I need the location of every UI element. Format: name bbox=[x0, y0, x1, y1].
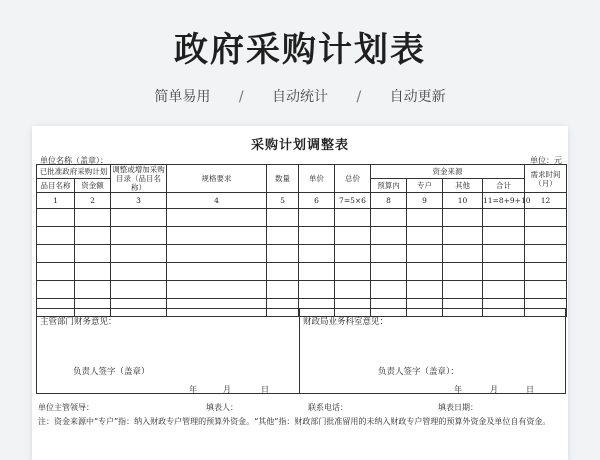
footer-phone: 联系电话： bbox=[308, 403, 348, 412]
unit-money-label: 单位：元 bbox=[530, 156, 562, 165]
table-cell bbox=[371, 209, 407, 227]
table-row bbox=[37, 227, 567, 245]
footer-leader: 单位主管领导： bbox=[38, 403, 94, 412]
column-number-row bbox=[37, 193, 567, 209]
separator: / bbox=[238, 89, 244, 105]
document-title: 采购计划调整表 bbox=[250, 138, 349, 153]
feature-auto-stats: 自动统计 bbox=[272, 89, 328, 105]
table-cell bbox=[75, 209, 111, 227]
table-cell bbox=[267, 281, 299, 299]
separator: / bbox=[356, 89, 362, 105]
table-cell bbox=[335, 209, 371, 227]
table-cell bbox=[525, 227, 567, 245]
header-demand-time: 需求时间（月） bbox=[525, 165, 567, 193]
adjustment-table bbox=[36, 164, 567, 317]
table-cell bbox=[267, 227, 299, 245]
page-title: 政府采购计划表 bbox=[174, 30, 426, 70]
table-cell bbox=[371, 281, 407, 299]
table-cell bbox=[299, 209, 335, 227]
table-cell bbox=[371, 245, 407, 263]
feature-tagline bbox=[0, 86, 600, 106]
header-adjust-item: 调整或增加采购目录（品目名称） bbox=[112, 165, 165, 192]
column-number: 1 bbox=[37, 193, 75, 209]
table-cell bbox=[111, 227, 167, 245]
header-funding-source: 资金来源 bbox=[371, 165, 525, 179]
column-number: 3 bbox=[111, 193, 167, 209]
table-cell bbox=[37, 209, 75, 227]
table-cell bbox=[75, 281, 111, 299]
table-cell bbox=[407, 263, 443, 281]
table-row bbox=[37, 263, 567, 281]
table-cell bbox=[299, 245, 335, 263]
table-cell bbox=[443, 227, 483, 245]
date-month: 月 bbox=[223, 385, 231, 394]
table-cell bbox=[407, 281, 443, 299]
table-row bbox=[37, 281, 567, 299]
table-cell bbox=[443, 263, 483, 281]
table-cell bbox=[525, 209, 567, 227]
table-cell bbox=[167, 263, 267, 281]
table-cell bbox=[111, 263, 167, 281]
table-cell bbox=[167, 209, 267, 227]
header-total-price: 总价 bbox=[335, 165, 371, 193]
column-number: 5 bbox=[267, 193, 299, 209]
table-cell bbox=[37, 263, 75, 281]
table-cell bbox=[483, 281, 525, 299]
table-cell bbox=[111, 209, 167, 227]
column-number: 8 bbox=[371, 193, 407, 209]
table-cell bbox=[37, 227, 75, 245]
table-cell bbox=[37, 245, 75, 263]
table-row bbox=[37, 209, 567, 227]
table-cell bbox=[299, 263, 335, 281]
table-cell bbox=[167, 281, 267, 299]
table-cell bbox=[371, 227, 407, 245]
table-cell bbox=[335, 227, 371, 245]
table-cell bbox=[111, 245, 167, 263]
table-cell bbox=[443, 209, 483, 227]
column-number: 12 bbox=[525, 193, 567, 209]
table-cell bbox=[407, 245, 443, 263]
table-cell bbox=[371, 263, 407, 281]
date-day: 日 bbox=[261, 385, 269, 394]
table-cell bbox=[483, 263, 525, 281]
header-approved: 已批准政府采购计划 bbox=[37, 165, 111, 179]
footnote: 注：资金来源中“专户”指：纳入财政专户管理的预算外资金。“其他”指：财政部门批准留用的未纳入财政专户管理的预算外资金及单位自有资金。 bbox=[38, 417, 551, 426]
table-cell bbox=[267, 263, 299, 281]
table-cell bbox=[407, 209, 443, 227]
opinion-box-finance-bureau bbox=[299, 308, 566, 394]
column-number: 2 bbox=[75, 193, 111, 209]
header-amount: 资金额 bbox=[75, 179, 111, 193]
table-cell bbox=[167, 245, 267, 263]
table-cell bbox=[483, 209, 525, 227]
signature-label: 负责人签字（盖章）： bbox=[378, 367, 459, 377]
table-cell bbox=[483, 227, 525, 245]
table-cell bbox=[299, 227, 335, 245]
table-cell bbox=[267, 245, 299, 263]
header-quantity: 数量 bbox=[267, 165, 299, 193]
column-number: 7=5×6 bbox=[335, 193, 371, 209]
header-specs: 规格要求 bbox=[167, 165, 267, 193]
signature-label: 负责人签字（盖章） bbox=[73, 367, 150, 377]
column-number: 6 bbox=[299, 193, 335, 209]
table-cell bbox=[167, 227, 267, 245]
date-day: 日 bbox=[526, 385, 534, 394]
header-sum: 合计 bbox=[483, 179, 525, 193]
unit-name-label: 单位名称（盖章）： bbox=[40, 156, 108, 165]
header-special: 专户 bbox=[407, 179, 443, 193]
table-cell bbox=[111, 281, 167, 299]
feature-auto-update: 自动更新 bbox=[389, 89, 446, 105]
table-cell bbox=[75, 245, 111, 263]
table-cell bbox=[525, 281, 567, 299]
table-cell bbox=[525, 245, 567, 263]
date-year: 年 bbox=[189, 385, 197, 394]
table-cell bbox=[299, 281, 335, 299]
table-cell bbox=[443, 281, 483, 299]
table-cell bbox=[407, 227, 443, 245]
date-month: 月 bbox=[490, 385, 498, 394]
header-item-name: 品目名称 bbox=[37, 179, 75, 193]
table-cell bbox=[483, 245, 525, 263]
opinion-box-department bbox=[36, 308, 300, 394]
table-cell bbox=[335, 281, 371, 299]
table-cell bbox=[267, 209, 299, 227]
footer-date: 填表日期： bbox=[438, 403, 478, 412]
table-cell bbox=[75, 227, 111, 245]
header-budget-in: 预算内 bbox=[371, 179, 407, 193]
document-sheet bbox=[32, 126, 568, 460]
column-number: 4 bbox=[167, 193, 267, 209]
feature-easy: 简单易用 bbox=[154, 89, 211, 105]
table-cell bbox=[37, 281, 75, 299]
opinion-label: 财政局业务科室意见： bbox=[303, 317, 389, 327]
table-cell bbox=[75, 263, 111, 281]
opinion-label: 主管部门财务意见： bbox=[40, 317, 117, 327]
table-row bbox=[37, 245, 567, 263]
date-year: 年 bbox=[454, 385, 462, 394]
table-cell bbox=[443, 245, 483, 263]
table-cell bbox=[525, 263, 567, 281]
table-cell bbox=[335, 263, 371, 281]
table-cell bbox=[335, 245, 371, 263]
footer-filler: 填表人： bbox=[206, 403, 238, 412]
header-other: 其他 bbox=[443, 179, 483, 193]
column-number: 10 bbox=[443, 193, 483, 209]
column-number: 11=8+9+10 bbox=[483, 193, 525, 209]
column-number: 9 bbox=[407, 193, 443, 209]
header-unit-price: 单价 bbox=[299, 165, 335, 193]
